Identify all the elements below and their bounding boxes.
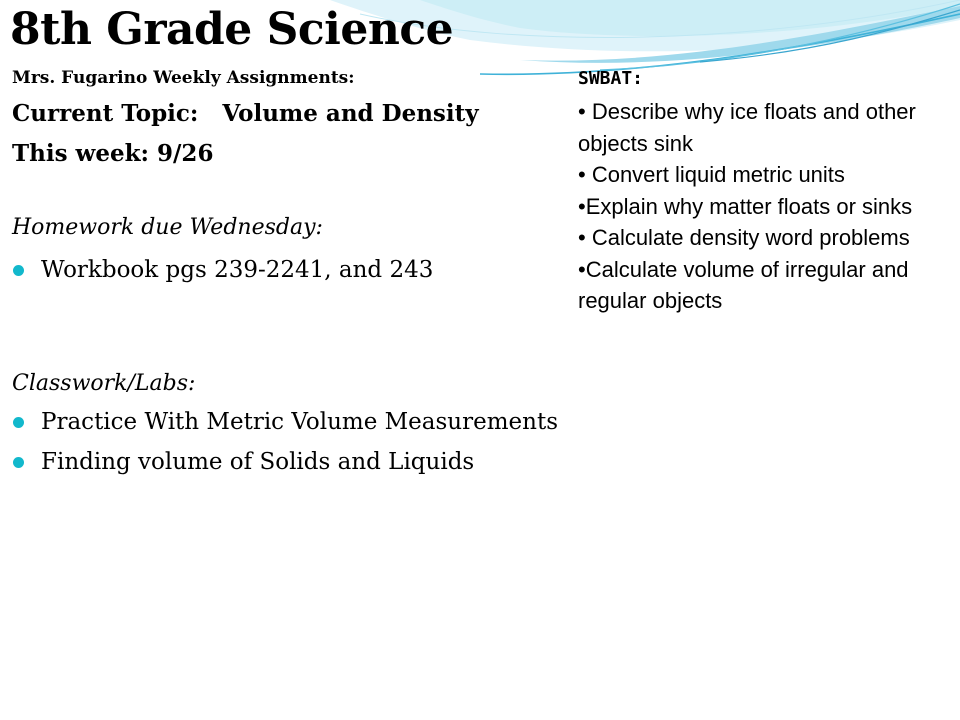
slide-subtitle: Mrs. Fugarino Weekly Assignments: <box>12 68 355 88</box>
homework-heading: Homework due Wednesday: <box>12 215 323 240</box>
swbat-item: •Calculate volume of irregular and regular objects <box>578 256 909 313</box>
classwork-item <box>12 406 558 438</box>
bullet-dot-icon <box>13 417 24 428</box>
classwork-item-text: Practice With Metric Volume Measurements <box>41 409 558 435</box>
swbat-item: • Describe why ice floats and other objects sink <box>578 99 916 156</box>
homework-item <box>12 254 433 286</box>
classwork-heading: Classwork/Labs: <box>12 371 196 396</box>
swbat-heading: SWBAT: <box>578 68 644 89</box>
classwork-item-text: Finding volume of Solids and Liquids <box>41 449 475 475</box>
homework-item-text: Workbook pgs 239-2241, and 243 <box>41 257 434 283</box>
swbat-box <box>578 62 918 317</box>
classwork-item <box>12 446 474 478</box>
current-topic: Current Topic: Volume and Density <box>12 100 479 127</box>
this-week: This week: 9/26 <box>12 140 214 167</box>
swbat-item: • Convert liquid metric units <box>578 162 845 187</box>
slide-title: 8th Grade Science <box>10 4 454 55</box>
bullet-dot-icon <box>13 457 24 468</box>
swbat-item: • Calculate density word problems <box>578 225 910 250</box>
bullet-dot-icon <box>13 265 24 276</box>
swbat-item: •Explain why matter floats or sinks <box>578 193 913 219</box>
